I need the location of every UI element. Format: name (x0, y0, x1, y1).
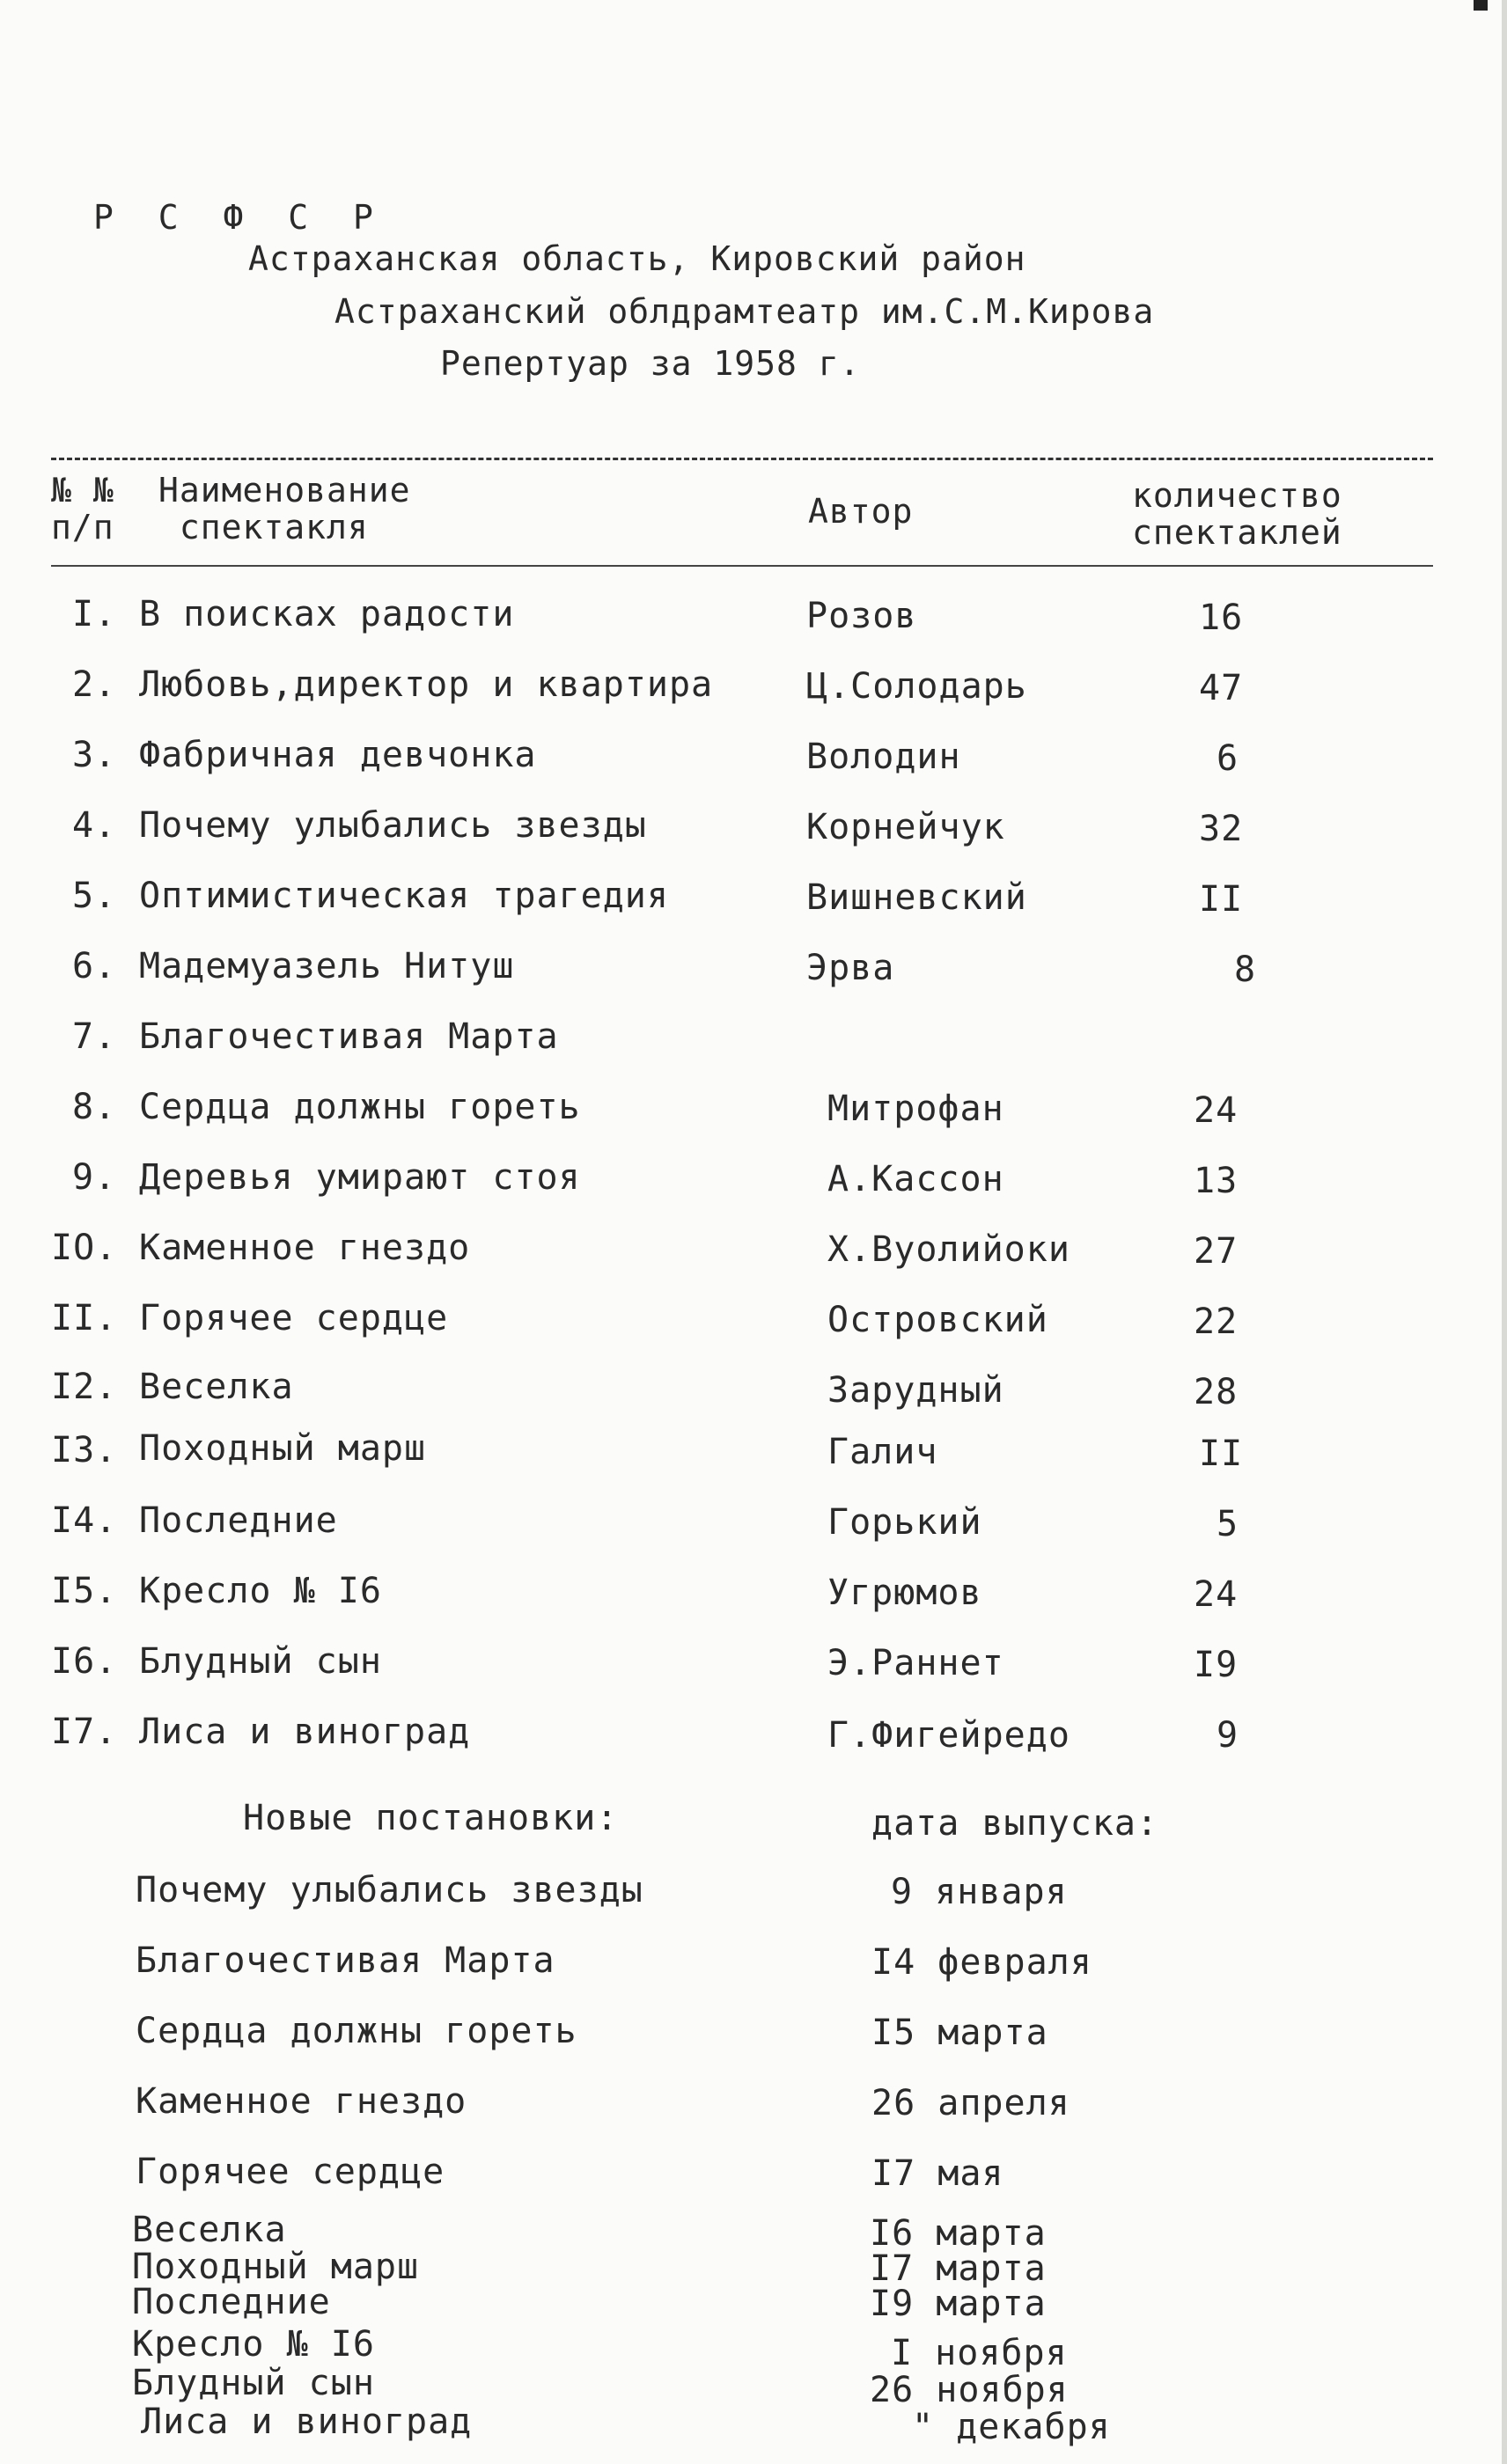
row-count: 16 (1199, 598, 1244, 638)
row-number: 8. (72, 1087, 117, 1127)
column-header-count: количество спектаклей (1132, 476, 1342, 552)
premiere-date: I6 марта (870, 2213, 1047, 2254)
row-count: 28 (1194, 1372, 1239, 1412)
row-title: Мадемуазель Нитуш (139, 946, 515, 986)
row-count: 22 (1194, 1302, 1239, 1342)
row-count: 24 (1194, 1574, 1239, 1615)
row-author: А.Кассон (827, 1159, 1004, 1199)
premiere-date-heading: дата выпуска: (871, 1803, 1159, 1844)
row-count: 6 (1217, 738, 1239, 779)
row-author: Ц.Солодарь (806, 666, 1027, 707)
row-number: IO. (51, 1228, 118, 1268)
premiere-date: I4 февраля (871, 1942, 1092, 1983)
premiere-date: I7 мая (871, 2153, 1004, 2194)
republic-label: Р С Ф С Р (93, 198, 386, 237)
column-header-title: Наименование спектакля (158, 471, 411, 546)
row-author: Зарудный (827, 1370, 1004, 1411)
row-number: I5. (51, 1571, 118, 1611)
row-number: I. (72, 594, 117, 634)
row-number: 2. (72, 664, 117, 705)
premiere-date: I5 марта (871, 2013, 1048, 2053)
row-title: Веселка (139, 1367, 294, 1407)
row-count: 9 (1217, 1715, 1239, 1756)
row-title: Деревья умирают стоя (139, 1157, 581, 1198)
row-number: I7. (51, 1712, 118, 1752)
row-author: Митрофан (827, 1089, 1004, 1129)
premiere-title: Благочестивая Марта (136, 1940, 555, 1981)
row-count: 27 (1194, 1231, 1239, 1272)
row-title: Горячее сердце (139, 1298, 449, 1338)
row-author: Х.Вуолийоки (827, 1229, 1070, 1270)
row-title: Фабричная девчонка (139, 735, 537, 775)
table-header-rule (51, 565, 1433, 567)
premiere-title: Кресло № I6 (132, 2324, 375, 2365)
row-author: Островский (827, 1300, 1048, 1340)
scan-mark (1474, 0, 1488, 11)
column-header-number: № № п/п (51, 471, 114, 546)
premiere-title: Лиса и виноград (141, 2402, 473, 2442)
column-header-author: Автор (808, 492, 914, 531)
row-author: Эрва (806, 948, 895, 988)
premieres-heading: Новые постановки: (243, 1798, 619, 1838)
row-count: 24 (1194, 1090, 1239, 1131)
page-edge-shadow (1502, 0, 1507, 2464)
row-author: Угрюмов (827, 1573, 982, 1613)
row-number: I3. (51, 1430, 118, 1470)
premiere-date: 26 апреля (871, 2083, 1070, 2123)
row-number: 9. (72, 1157, 117, 1198)
row-title: Оптимистическая трагедия (139, 876, 669, 916)
row-number: 7. (72, 1016, 117, 1057)
region-line: Астраханская область, Кировский район (248, 239, 1026, 278)
row-number: I6. (51, 1641, 118, 1682)
premiere-title: Почему улыбались звезды (136, 1870, 643, 1910)
premiere-date: I9 марта (870, 2284, 1047, 2324)
premiere-date: 26 ноября (870, 2370, 1069, 2410)
row-number: I2. (51, 1367, 118, 1407)
row-count: 8 (1234, 950, 1257, 990)
row-title: Почему улыбались звезды (139, 805, 647, 846)
premiere-date: " декабря (912, 2407, 1111, 2447)
row-title: Каменное гнездо (139, 1228, 471, 1268)
premiere-title: Каменное гнездо (136, 2081, 467, 2122)
row-title: Лиса и виноград (139, 1712, 471, 1752)
premiere-date: I ноября (891, 2333, 1068, 2373)
row-count: I9 (1194, 1645, 1239, 1685)
premiere-title: Походный марш (132, 2247, 420, 2287)
premiere-date: 9 января (891, 1872, 1068, 1912)
premiere-title: Последние (132, 2282, 331, 2322)
row-title: Сердца должны гореть (139, 1087, 581, 1127)
row-title: Кресло № I6 (139, 1571, 382, 1611)
row-title: Последние (139, 1500, 338, 1541)
row-author: Галич (827, 1432, 938, 1472)
row-number: 5. (72, 876, 117, 916)
row-title: Благочестивая Марта (139, 1016, 559, 1057)
row-number: II. (51, 1298, 118, 1338)
row-title: Блудный сын (139, 1641, 382, 1682)
row-number: 6. (72, 946, 117, 986)
premiere-date: I7 марта (870, 2248, 1047, 2289)
row-author: Корнейчук (806, 807, 1005, 847)
row-number: I4. (51, 1500, 118, 1541)
row-count: 47 (1199, 668, 1244, 708)
row-author: Г.Фигейредо (827, 1715, 1070, 1756)
theatre-line: Астраханский облдрамтеатр им.С.М.Кирова (334, 292, 1155, 331)
row-count: 32 (1199, 809, 1244, 849)
table-top-rule (51, 458, 1433, 460)
repertoire-title: Репертуар за 1958 г. (440, 344, 861, 383)
row-title: Любовь,директор и квартира (139, 664, 714, 705)
row-count: II (1199, 879, 1244, 920)
premiere-title: Сердца должны гореть (136, 2011, 577, 2051)
row-title: Походный марш (139, 1428, 427, 1469)
row-number: 4. (72, 805, 117, 846)
row-author: Вишневский (806, 877, 1027, 918)
row-title: В поисках радости (139, 594, 515, 634)
row-count: 13 (1194, 1161, 1239, 1201)
premiere-title: Веселка (132, 2210, 287, 2250)
row-count: 5 (1217, 1504, 1239, 1544)
row-number: 3. (72, 735, 117, 775)
row-author: Розов (806, 596, 917, 636)
row-author: Э.Раннет (827, 1643, 1004, 1683)
row-author: Володин (806, 737, 961, 777)
row-author: Горький (827, 1502, 982, 1543)
premiere-title: Блудный сын (132, 2363, 375, 2403)
row-count: II (1199, 1434, 1244, 1474)
premiere-title: Горячее сердце (136, 2152, 445, 2192)
